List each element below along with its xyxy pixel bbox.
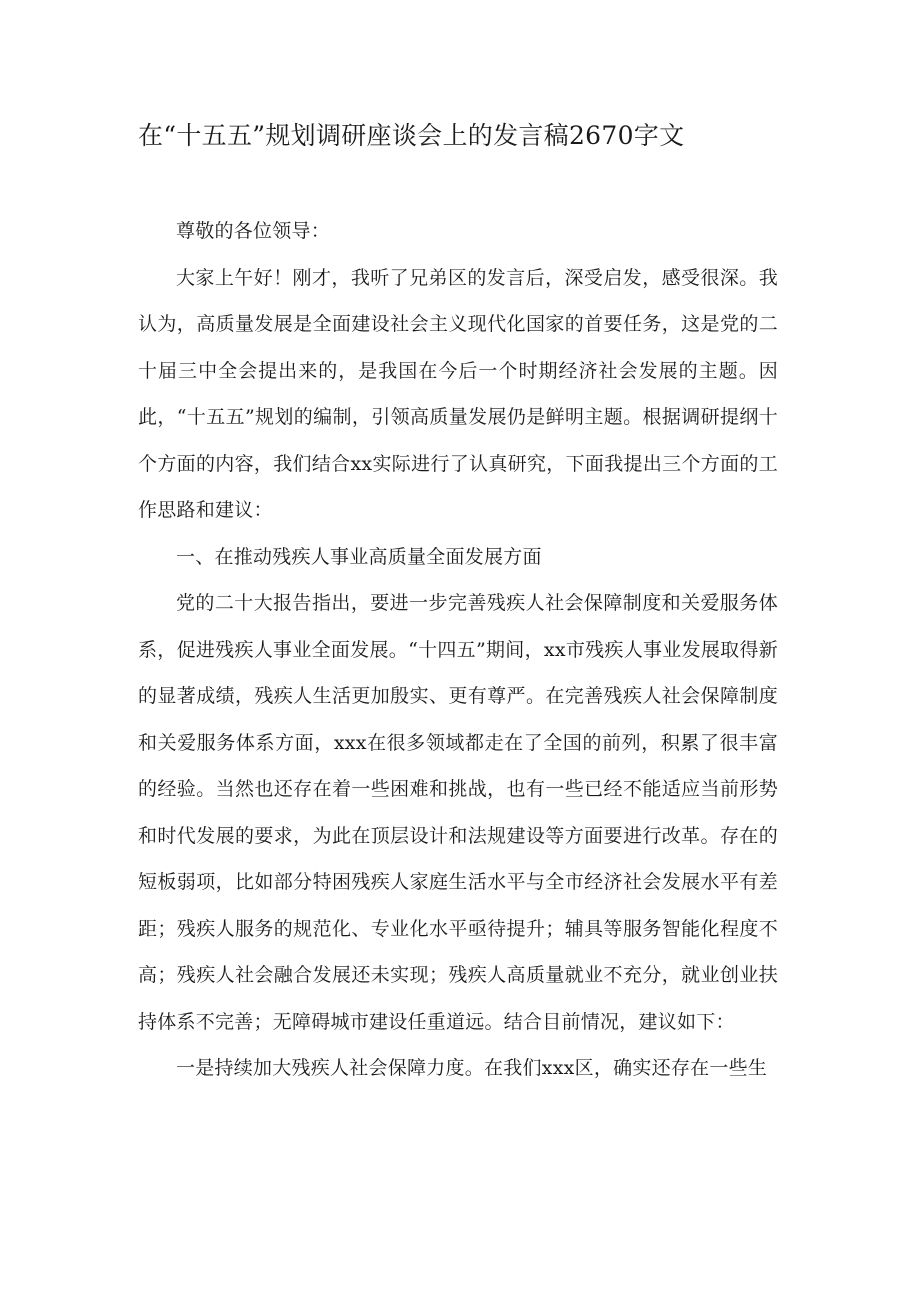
- document-body: [138, 208, 778, 1092]
- section-heading: 一、在推动残疾人事业高质量全面发展方面: [176, 545, 542, 568]
- document-title: 在“十五五”规划调研座谈会上的发言稿2670字文: [138, 121, 685, 150]
- opening-paragraph: 大家上午好！刚才，我听了兄弟区的发言后，深受启发，感受很深。我认为，高质量发展是全面建设社会主义现代化国家的首要任务，这是党的二十届三中全会提出来的，是我国在今后一个时期经济社会发展的主题。因此，“十五五”规划的编制，引领高质量发展仍是鲜明主题。根据调研提纲十个方面的内容，我们结合xx实际进行了认真研究，下面我提出三个方面的工作思路和建议：: [138, 266, 778, 521]
- salutation-paragraph: 尊敬的各位领导：: [176, 220, 331, 242]
- body-paragraph: 党的二十大报告指出，要进一步完善残疾人社会保障制度和关爱服务体系，促进残疾人事业全面发展。“十四五”期间，xx市残疾人事业发展取得新的显著成绩，残疾人生活更加殷实、更有尊严。在完善残疾人社会保障制度和关爱服务体系方面，xxx在很多领域都走在了全国的前列，积累了很丰富的经验。当然也还存在着一些困难和挑战，也有一些已经不能适应当前形势和时代发展的要求，为此在顶层设计和法规建设等方面要进行改革。存在的短板弱项，比如部分特困残疾人家庭生活水平与全市经济社会发展水平有差距；残疾人服务的规范化、专业化水平亟待提升；辅具等服务智能化程度不高；残疾人社会融合发展还未实现；残疾人高质量就业不充分，就业创业扶持体系不完善；无障碍城市建设任重道远。结合目前情况，建议如下：: [138, 592, 778, 1033]
- body-paragraph: 一是持续加大残疾人社会保障力度。在我们xxx区，确实还存在一些生: [176, 1057, 768, 1079]
